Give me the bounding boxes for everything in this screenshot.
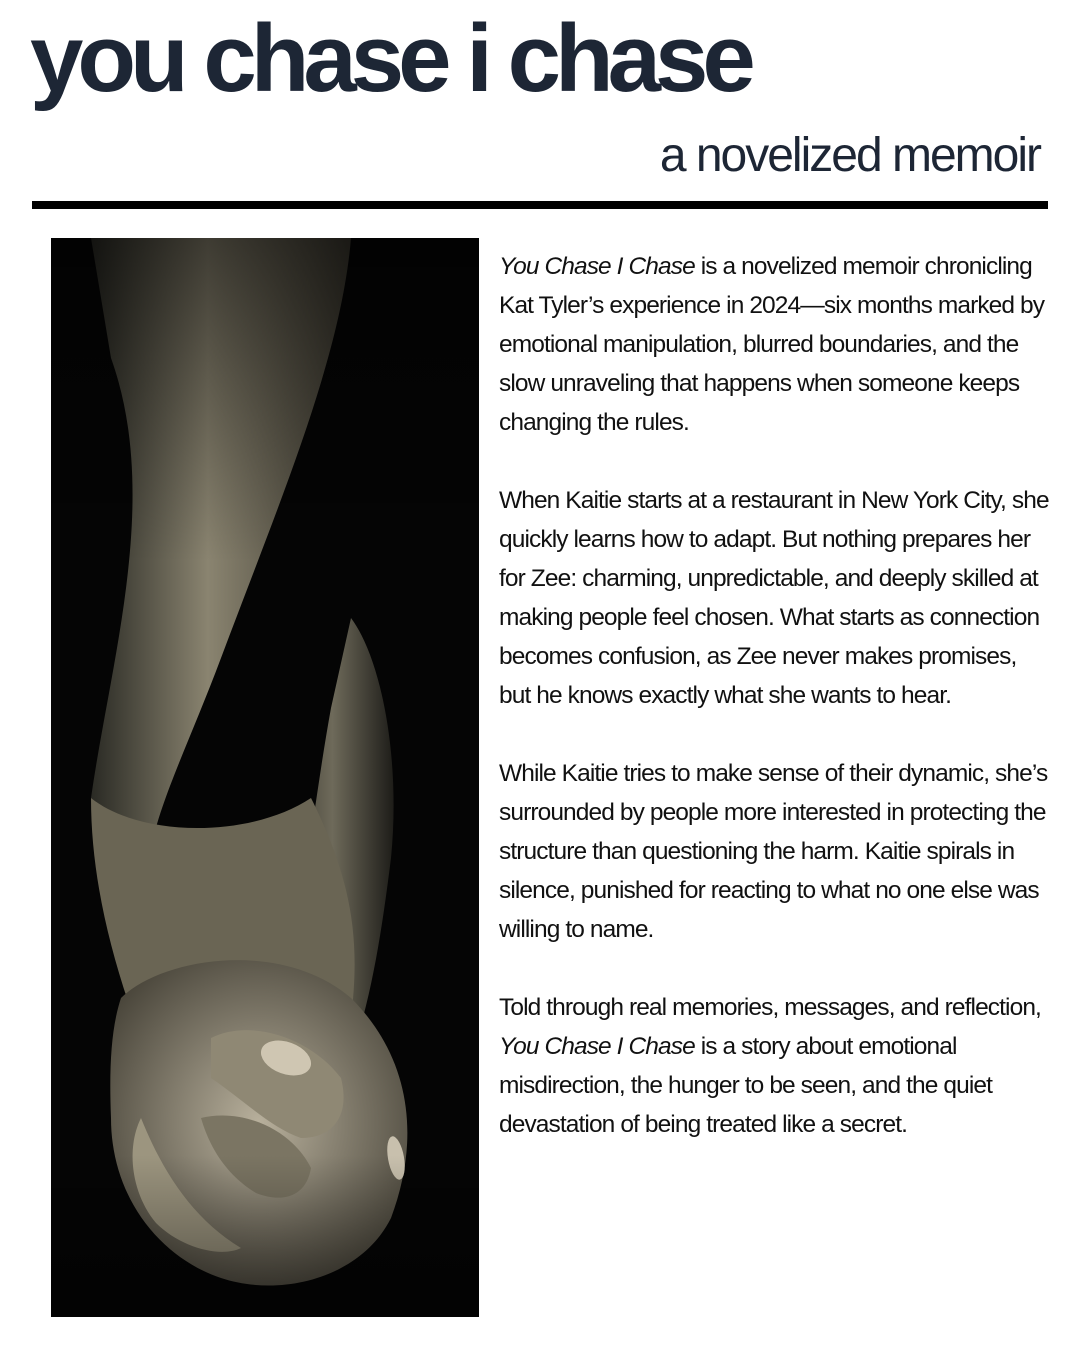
paragraph-3: While Kaitie tries to make sense of their dynamic, she’s surrounded by people more interested in protecting the structure than questioning the harm. Kaitie spirals in silence, punished for reacting to what no one else was willing to name.	[499, 760, 1048, 943]
book-title-italic: You Chase I Chase	[499, 1033, 695, 1060]
book-title-italic: You Chase I Chase	[499, 253, 695, 280]
clasped-hands-photo	[51, 238, 479, 1317]
book-description	[499, 247, 1049, 1183]
paragraph-4: Told through real memories, messages, and reflection, You Chase I Chase is a story about emotional misdirection, the hunger to be seen, and the quiet devastation of being treated like a secret.	[499, 994, 1041, 1138]
header-divider	[32, 201, 1048, 209]
paragraph-2: When Kaitie starts at a restaurant in New York City, she quickly learns how to adapt. But nothing prepares her for Zee: charming, unpredictable, and deeply skilled at making people feel chosen. What starts as connection becomes confusion, as Zee never makes promises, but he knows exactly what she wants to hear.	[499, 487, 1049, 709]
page-subtitle: a novelized memoir	[659, 129, 1040, 182]
page-title: you chase i chase	[30, 5, 750, 112]
paragraph-1: You Chase I Chase is a novelized memoir chronicling Kat Tyler’s experience in 2024—six months marked by emotional manipulation, blurred boundaries, and the slow unraveling that happens when someone keeps changing the rules.	[499, 253, 1045, 436]
